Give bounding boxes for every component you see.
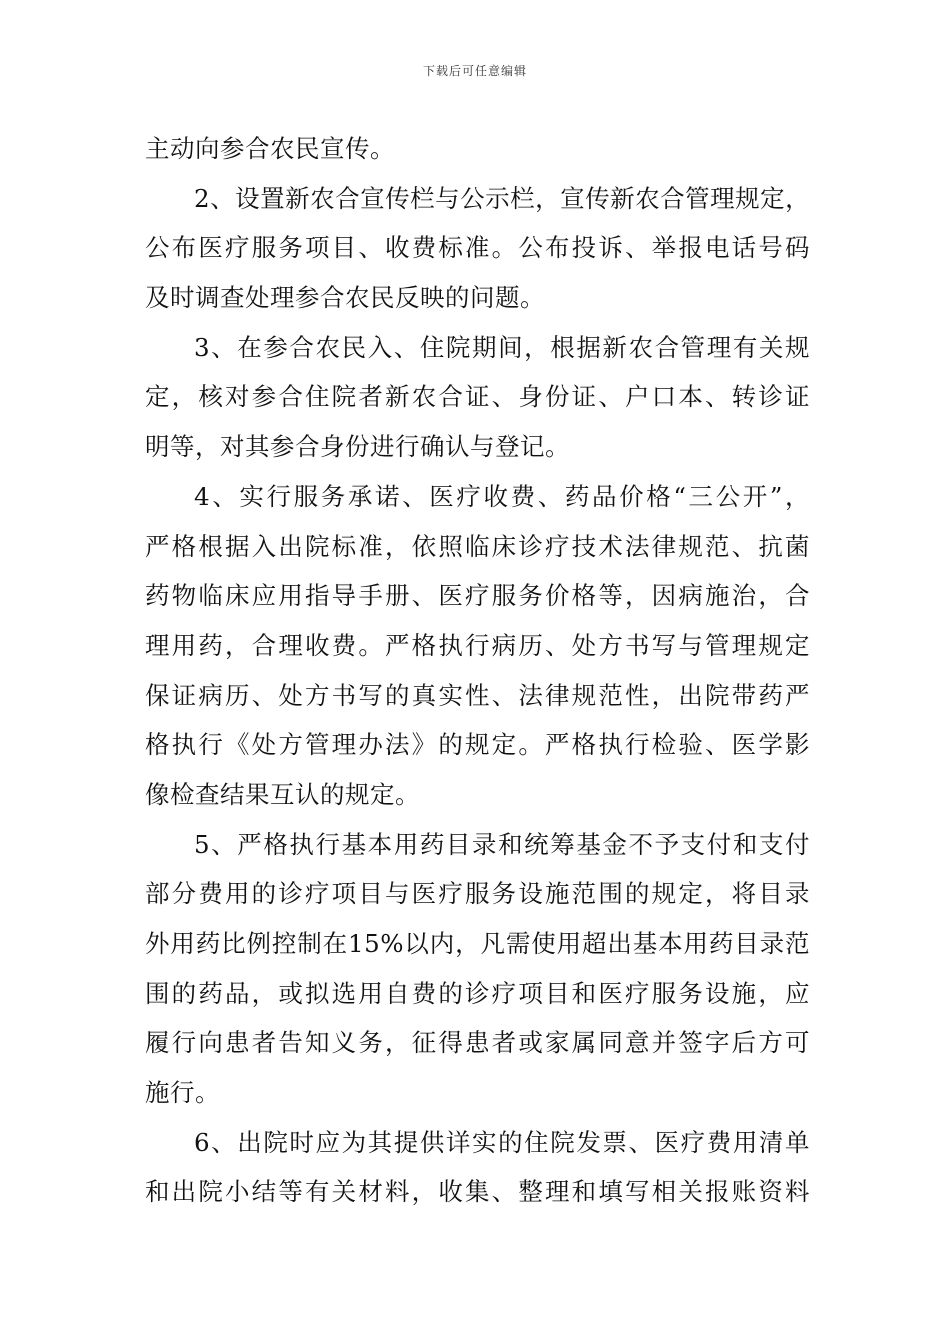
text-line: 及时调查处理参合农民反映的问题。 (145, 283, 545, 313)
text-line: 药物临床应用指导手册、医疗服务价格等，因病施治，合 (145, 581, 810, 611)
text-line: 围的药品，或拟选用自费的诊疗项目和医疗服务设施，应 (145, 978, 810, 1008)
text-line: 严格根据入出院标准，依照临床诊疗技术法律规范、抗菌 (145, 531, 810, 561)
text-line: 部分费用的诊疗项目与医疗服务设施范围的规定，将目录 (145, 879, 810, 909)
text-line: 外用药比例控制在15%以内，凡需使用超出基本用药目录范 (145, 929, 810, 958)
text-line: 理用药，合理收费。严格执行病历、处方书写与管理规定 (145, 630, 810, 660)
text-line: 履行向患者告知义务，征得患者或家属同意并签字后方可 (145, 1028, 810, 1058)
text-line: 像检查结果互认的规定。 (145, 779, 420, 809)
text-line: 6、出院时应为其提供详实的住院发票、医疗费用清单 (194, 1127, 810, 1157)
text-line: 2、设置新农合宣传栏与公示栏，宣传新农合管理规定， (194, 183, 810, 213)
text-line: 5、严格执行基本用药目录和统筹基金不予支付和支付 (194, 829, 810, 859)
text-line: 保证病历、处方书写的真实性、法律规范性，出院带药严 (145, 680, 810, 710)
text-line: 公布医疗服务项目、收费标准。公布投诉、举报电话号码 (145, 233, 810, 263)
text-line: 4、实行服务承诺、医疗收费、药品价格“三公开”， (194, 481, 810, 511)
text-line: 和出院小结等有关材料，收集、整理和填写相关报账资料 (145, 1177, 810, 1207)
text-line: 施行。 (145, 1078, 220, 1108)
document-body (145, 124, 810, 1217)
text-line: 明等，对其参合身份进行确认与登记。 (145, 432, 570, 462)
page-header-note: 下载后可任意编辑 (422, 64, 527, 78)
text-line: 主动向参合农民宣传。 (145, 134, 395, 163)
text-line: 3、在参合农民入、住院期间，根据新农合管理有关规 (194, 332, 810, 362)
text-line: 格执行《处方管理办法》的规定。严格执行检验、医学影 (145, 730, 810, 760)
text-line: 定，核对参合住院者新农合证、身份证、户口本、转诊证 (145, 382, 810, 412)
